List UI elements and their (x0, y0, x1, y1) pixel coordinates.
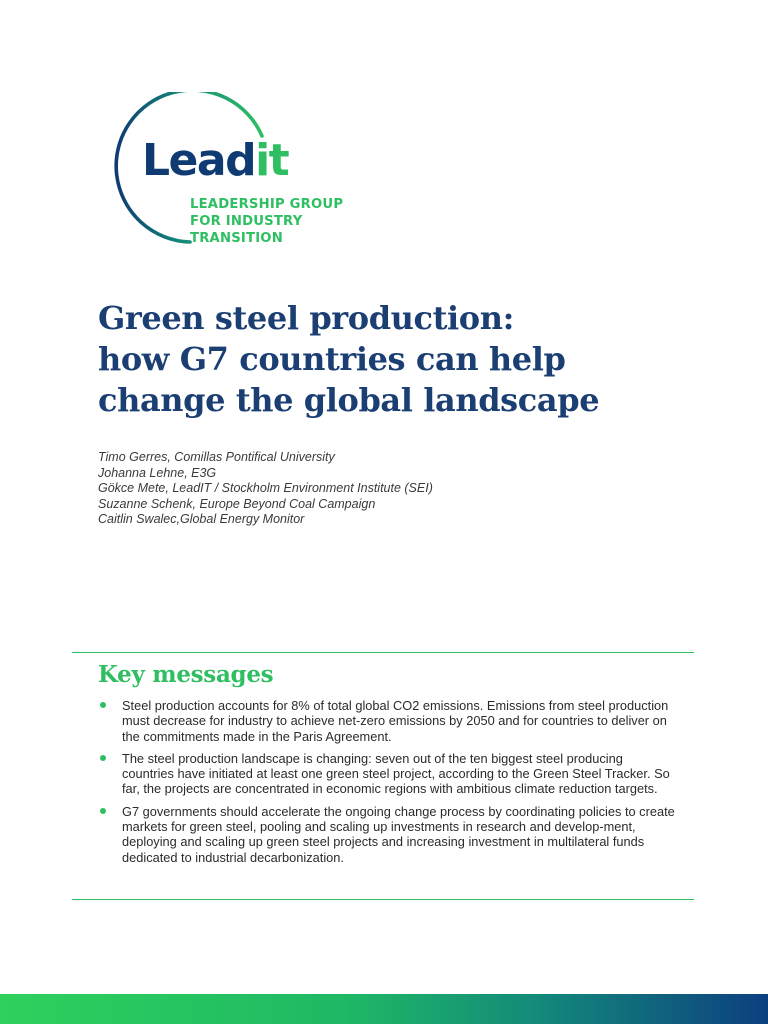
key-message-text: Steel production accounts for 8% of total global CO2 emissions. Emissions from steel production must decrease for industry to achieve net-zero emissions by 2050 and for countries to deliver on the commitments made in the Paris Agreement. (122, 698, 669, 744)
author-line: Johanna Lehne, E3G (98, 465, 217, 480)
document-title (98, 298, 718, 421)
footer-gradient-bar (0, 994, 768, 1024)
author-line: Gökce Mete, LeadIT / Stockholm Environment Institute (SEI) (98, 481, 433, 495)
logo-wordmark-it: it (255, 135, 289, 186)
key-message-text: The steel production landscape is changing: seven out of the ten biggest steel producing countries have initiated at least one green steel project, according to the Green Steel Tracker. So far, the projects are concentrated in economic regions with ambitious climate reduction targets. (122, 750, 670, 797)
key-message-item (98, 698, 678, 744)
bullet-dot-icon (100, 702, 106, 708)
logo-tagline-line: LEADERSHIP GROUP (190, 197, 344, 212)
key-messages-heading: Key messages (98, 661, 274, 688)
logo-wordmark-lead: Lead (142, 135, 256, 186)
leadit-logo (104, 92, 364, 252)
logo-wordmark (142, 135, 289, 186)
logo-tagline (190, 196, 343, 247)
key-message-item (98, 751, 678, 797)
title-line: Green steel production: (98, 299, 514, 337)
author-line: Timo Gerres, Comillas Pontifical University (98, 450, 335, 464)
key-messages-top-divider (72, 652, 694, 653)
key-message-item (98, 804, 678, 865)
logo-tagline-line: TRANSITION (190, 231, 283, 246)
key-message-text: G7 governments should accelerate the ongoing change process by coordinating policies to create markets for green steel, pooling and scaling up investments in research and develop-ment, deploying and scaling up green steel projects and increasing investment in multilateral funds dedicated to industrial decarbonization. (122, 803, 675, 865)
author-line: Caitlin Swalec,Global Energy Monitor (98, 512, 305, 526)
author-list (98, 450, 433, 528)
title-line: change the global landscape (98, 381, 600, 419)
author-line: Suzanne Schenk, Europe Beyond Coal Campaign (98, 496, 376, 511)
logo-tagline-line: FOR INDUSTRY (190, 214, 303, 229)
bullet-dot-icon (100, 755, 106, 761)
key-messages-list (98, 698, 678, 872)
key-messages-bottom-divider (72, 899, 694, 900)
bullet-dot-icon (100, 808, 106, 814)
title-line: how G7 countries can help (98, 340, 566, 378)
